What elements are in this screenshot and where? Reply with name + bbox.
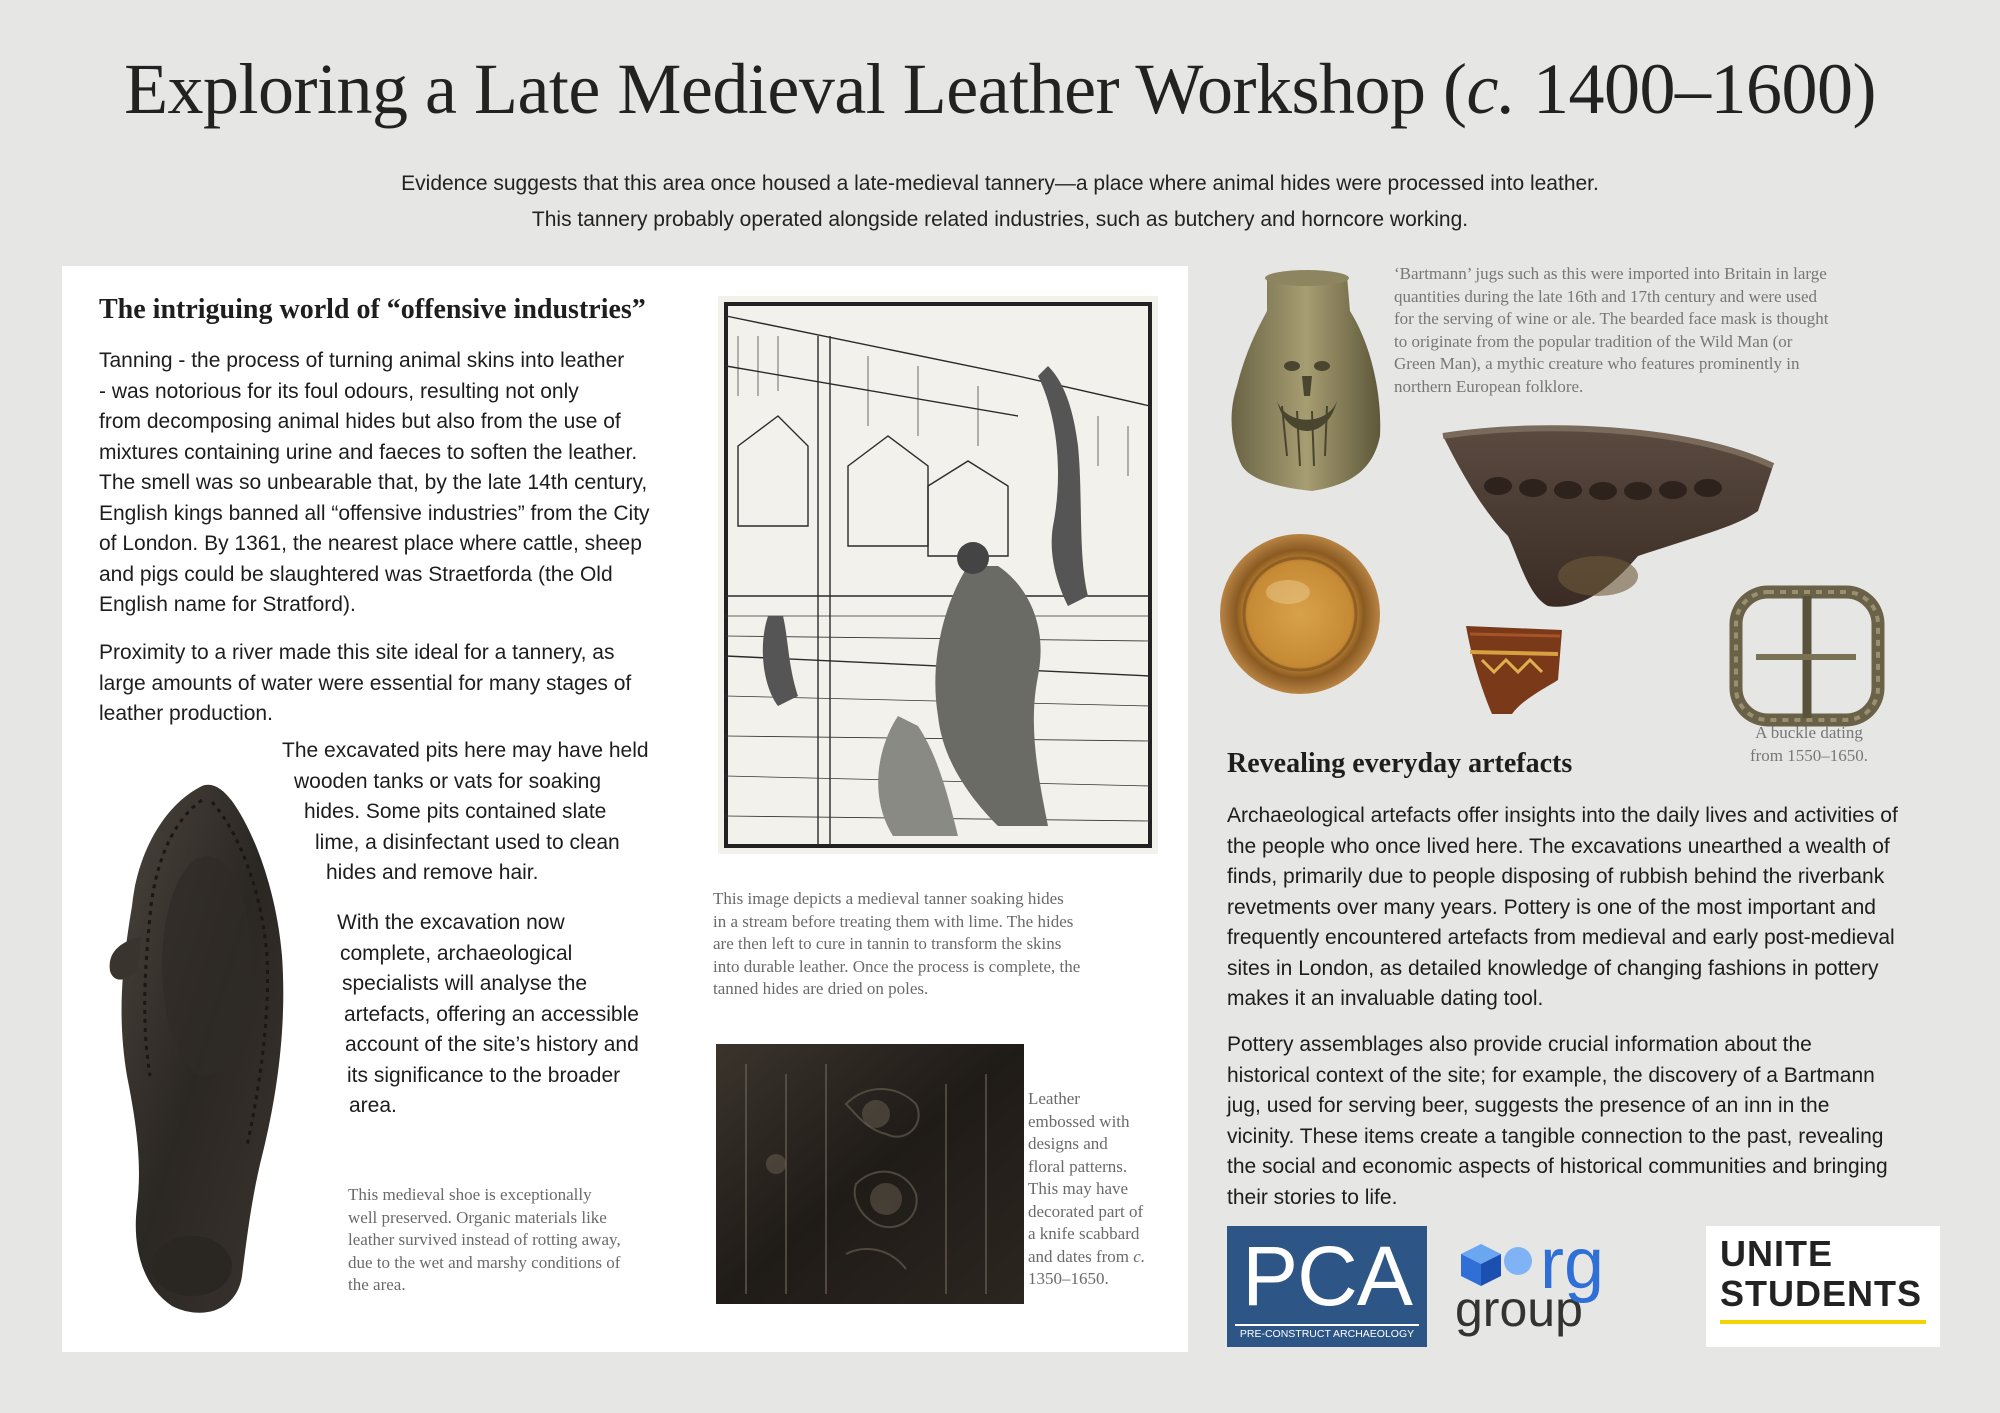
- intro-text: [0, 166, 2000, 238]
- excavation-paragraph: With the excavation now complete, archaeological specialists will analyse the artefacts, offering an accessible account of the site’s history and its significance to the broader area.: [337, 911, 639, 1117]
- decorated-sherd-image: [1462, 620, 1566, 716]
- glazed-dish-image: [1218, 532, 1382, 696]
- page-title: Exploring a Late Medieval Leather Workshop (c. 1400–1600): [124, 49, 1876, 129]
- leather-caption: Leather embossed with designs and floral patterns. This may have decorated part of a knife scabbard and dates from c. 1350–1650.: [1028, 1089, 1146, 1288]
- tanner-woodcut-image: [718, 296, 1158, 854]
- bartmann-jug-image: [1222, 266, 1392, 496]
- pca-logo-subtitle: PRE-CONSTRUCT ARCHAEOLOGY: [1239, 1328, 1415, 1340]
- river-paragraph: Proximity to a river made this site ideal for a tannery, as large amounts of water were essential for many stages of leather production.: [99, 641, 632, 725]
- org-rg-logo-text: rg: [1540, 1224, 1605, 1304]
- org-group-logo-text: group: [1455, 1281, 1583, 1337]
- artefacts-paragraph: Archaeological artefacts offer insights into the daily lives and activities of the people who once lived here. The excavations unearthed a wealth of finds, primarily due to people disposing of rubbish behind the riverbank revetments over many years. Pottery is one of the most important and frequently encountered artefacts from medieval and early post-medieval sites in London, as detailed knowledge of changing fashions in pottery makes it an invaluable dating tool.: [1227, 804, 1898, 1010]
- unite-logo-line2: STUDENTS: [1720, 1273, 1923, 1314]
- pottery-paragraph: Pottery assemblages also provide crucial information about the historical context of the site; for example, the discovery of a Bartmann jug, used for serving beer, suggests the presence of an inn in the vicinity. These items create a tangible connection to the past, revealing the social and economic aspects of historical communities and bringing their stories to life.: [1227, 1033, 1888, 1209]
- section-heading-everyday-artefacts: Revealing everyday artefacts: [1227, 748, 1573, 779]
- embossed-leather-image: [716, 1044, 1024, 1304]
- woodcut-caption: This image depicts a medieval tanner soaking hides in a stream before treating them with lime. The hides are then left to cure in tannin to transform the skins into durable leather. Once the process is complete, the tanned hides are dried on poles.: [713, 889, 1081, 998]
- pca-logo-rule: [1235, 1324, 1419, 1326]
- unite-students-logo: [1706, 1226, 1940, 1347]
- jug-caption: ‘Bartmann’ jugs such as this were imported into Britain in large quantities during the late 16th and 17th century and were used for the serving of wine or ale. The bearded face mask is thought to originate from the popular tradition of the Wild Man (or Green Man), a mythic creature who features prominently in northern European folklore.: [1394, 264, 1829, 396]
- section-heading-offensive-industries: The intriguing world of “offensive industries”: [99, 294, 646, 325]
- unite-logo-underline: [1720, 1320, 1926, 1324]
- pits-paragraph: The excavated pits here may have held wooden tanks or vats for soaking hides. Some pits contained slate lime, a disinfectant used to clean hides and remove hair.: [282, 739, 649, 884]
- buckle-image: [1726, 582, 1888, 732]
- shoe-caption: This medieval shoe is exceptionally well preserved. Organic materials like leather survived instead of rotting away, due to the wet and marshy conditions of the area.: [348, 1185, 621, 1294]
- buckle-caption: A buckle dating from 1550–1650.: [1749, 723, 1869, 765]
- pca-logo-text: PCA: [1242, 1229, 1412, 1323]
- intro-line: Evidence suggests that this area once housed a late-medieval tannery—a place where animal hides were processed into leather.: [401, 172, 1599, 195]
- tanning-paragraph: Tanning - the process of turning animal skins into leather - was notorious for its foul odours, resulting not only from decomposing animal hides but also from the use of mixtures containing urine and faeces to soften the leather. The smell was so unbearable that, by the late 14th century, English kings banned all “offensive industries” from the City of London. By 1361, the nearest place where cattle, sheep and pigs could be slaughtered was Straetforda (the Old English name for Stratford).: [99, 349, 650, 616]
- intro-line: This tannery probably operated alongside related industries, such as butchery and horncore working.: [531, 208, 1469, 231]
- unite-logo-line1: UNITE: [1720, 1233, 1833, 1274]
- left-panel: [62, 266, 1188, 1352]
- pca-logo: [1227, 1226, 1427, 1347]
